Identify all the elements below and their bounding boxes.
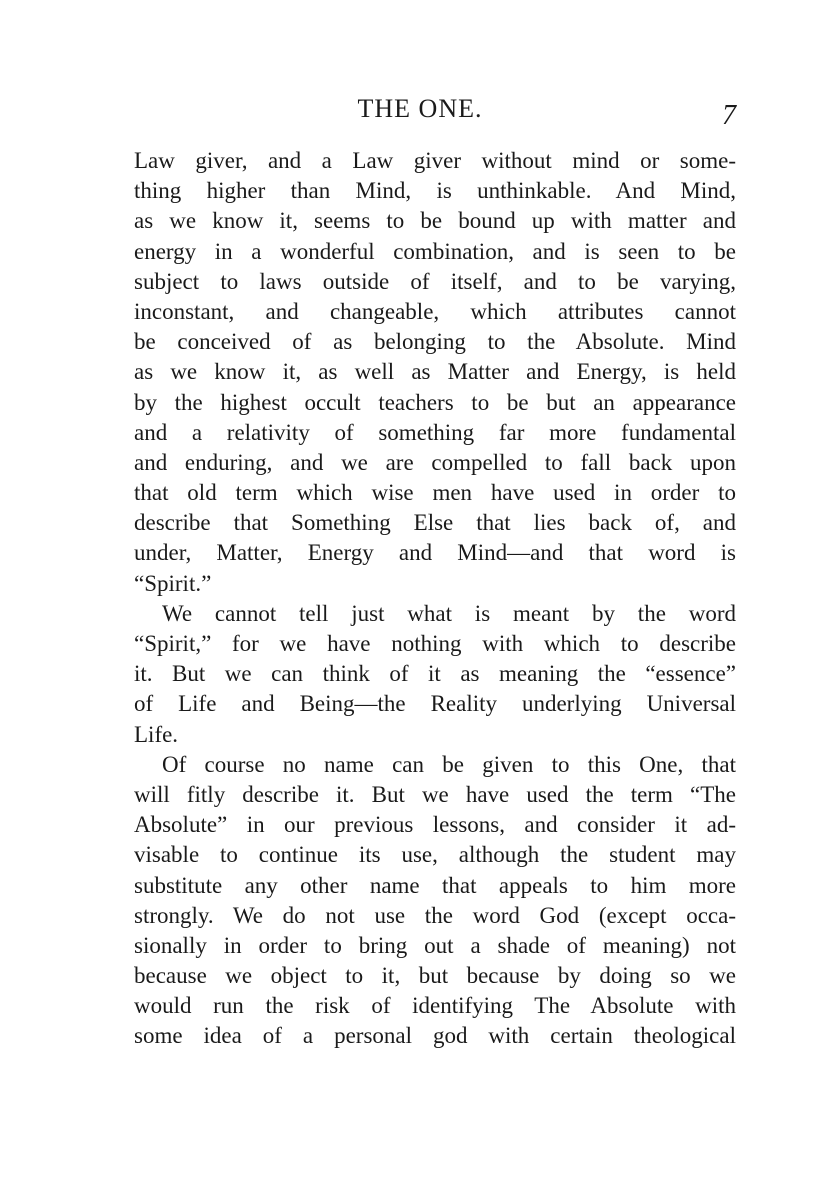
text-line: under, Matter, Energy and Mind—and that word is — [134, 540, 736, 566]
running-title: THE ONE. — [357, 94, 483, 123]
body-text — [134, 146, 736, 1052]
text-line: because we object to it, but because by doing so we — [134, 963, 736, 989]
running-head — [0, 94, 840, 134]
text-line: describe that Something Else that lies back of, and — [134, 510, 736, 536]
text-line: Absolute” in our previous lessons, and consider it ad- — [134, 812, 736, 838]
text-line: Law giver, and a Law giver without mind or some- — [134, 148, 736, 173]
text-line: energy in a wonderful combination, and is seen to be — [134, 238, 736, 264]
text-line: subject to laws outside of itself, and to be varying, — [134, 268, 736, 294]
text-line: “Spirit,” for we have nothing with which to describe — [134, 631, 736, 656]
text-line: “Spirit.” — [134, 570, 212, 596]
page-number: 7 — [722, 100, 736, 131]
text-line: Life. — [134, 721, 179, 747]
text-line: that old term which wise men have used in order to — [134, 480, 736, 506]
text-line: some idea of a personal god with certain theological — [134, 1023, 736, 1049]
text-line: as we know it, as well as Matter and Energy, is held — [134, 359, 736, 385]
text-line: be conceived of as belonging to the Absolute. Mind — [134, 329, 736, 355]
text-line: and enduring, and we are compelled to fall back upon — [134, 449, 736, 475]
text-line: sionally in order to bring out a shade of meaning) not — [134, 932, 736, 958]
text-line: thing higher than Mind, is unthinkable. And Mind, — [134, 178, 736, 204]
text-line: will fitly describe it. But we have used the term “The — [134, 781, 736, 807]
text-line: Of course no name can be given to this One, that — [162, 751, 736, 777]
text-line: it. But we can think of it as meaning the “essence” — [134, 661, 736, 687]
text-line: would run the risk of identifying The Absolute with — [134, 993, 736, 1019]
text-line: and a relativity of something far more fundamental — [134, 419, 736, 445]
text-line: We cannot tell just what is meant by the word — [162, 600, 736, 626]
text-line: strongly. We do not use the word God (except occa- — [134, 902, 736, 928]
text-line: of Life and Being—the Reality underlying Universal — [134, 691, 736, 717]
text-line: inconstant, and changeable, which attributes cannot — [134, 298, 736, 324]
text-line: by the highest occult teachers to be but an appearance — [134, 389, 736, 415]
text-line: visable to continue its use, although the student may — [134, 842, 736, 868]
text-line: substitute any other name that appeals to him more — [134, 872, 736, 898]
text-line: as we know it, seems to be bound up with matter and — [134, 208, 736, 234]
